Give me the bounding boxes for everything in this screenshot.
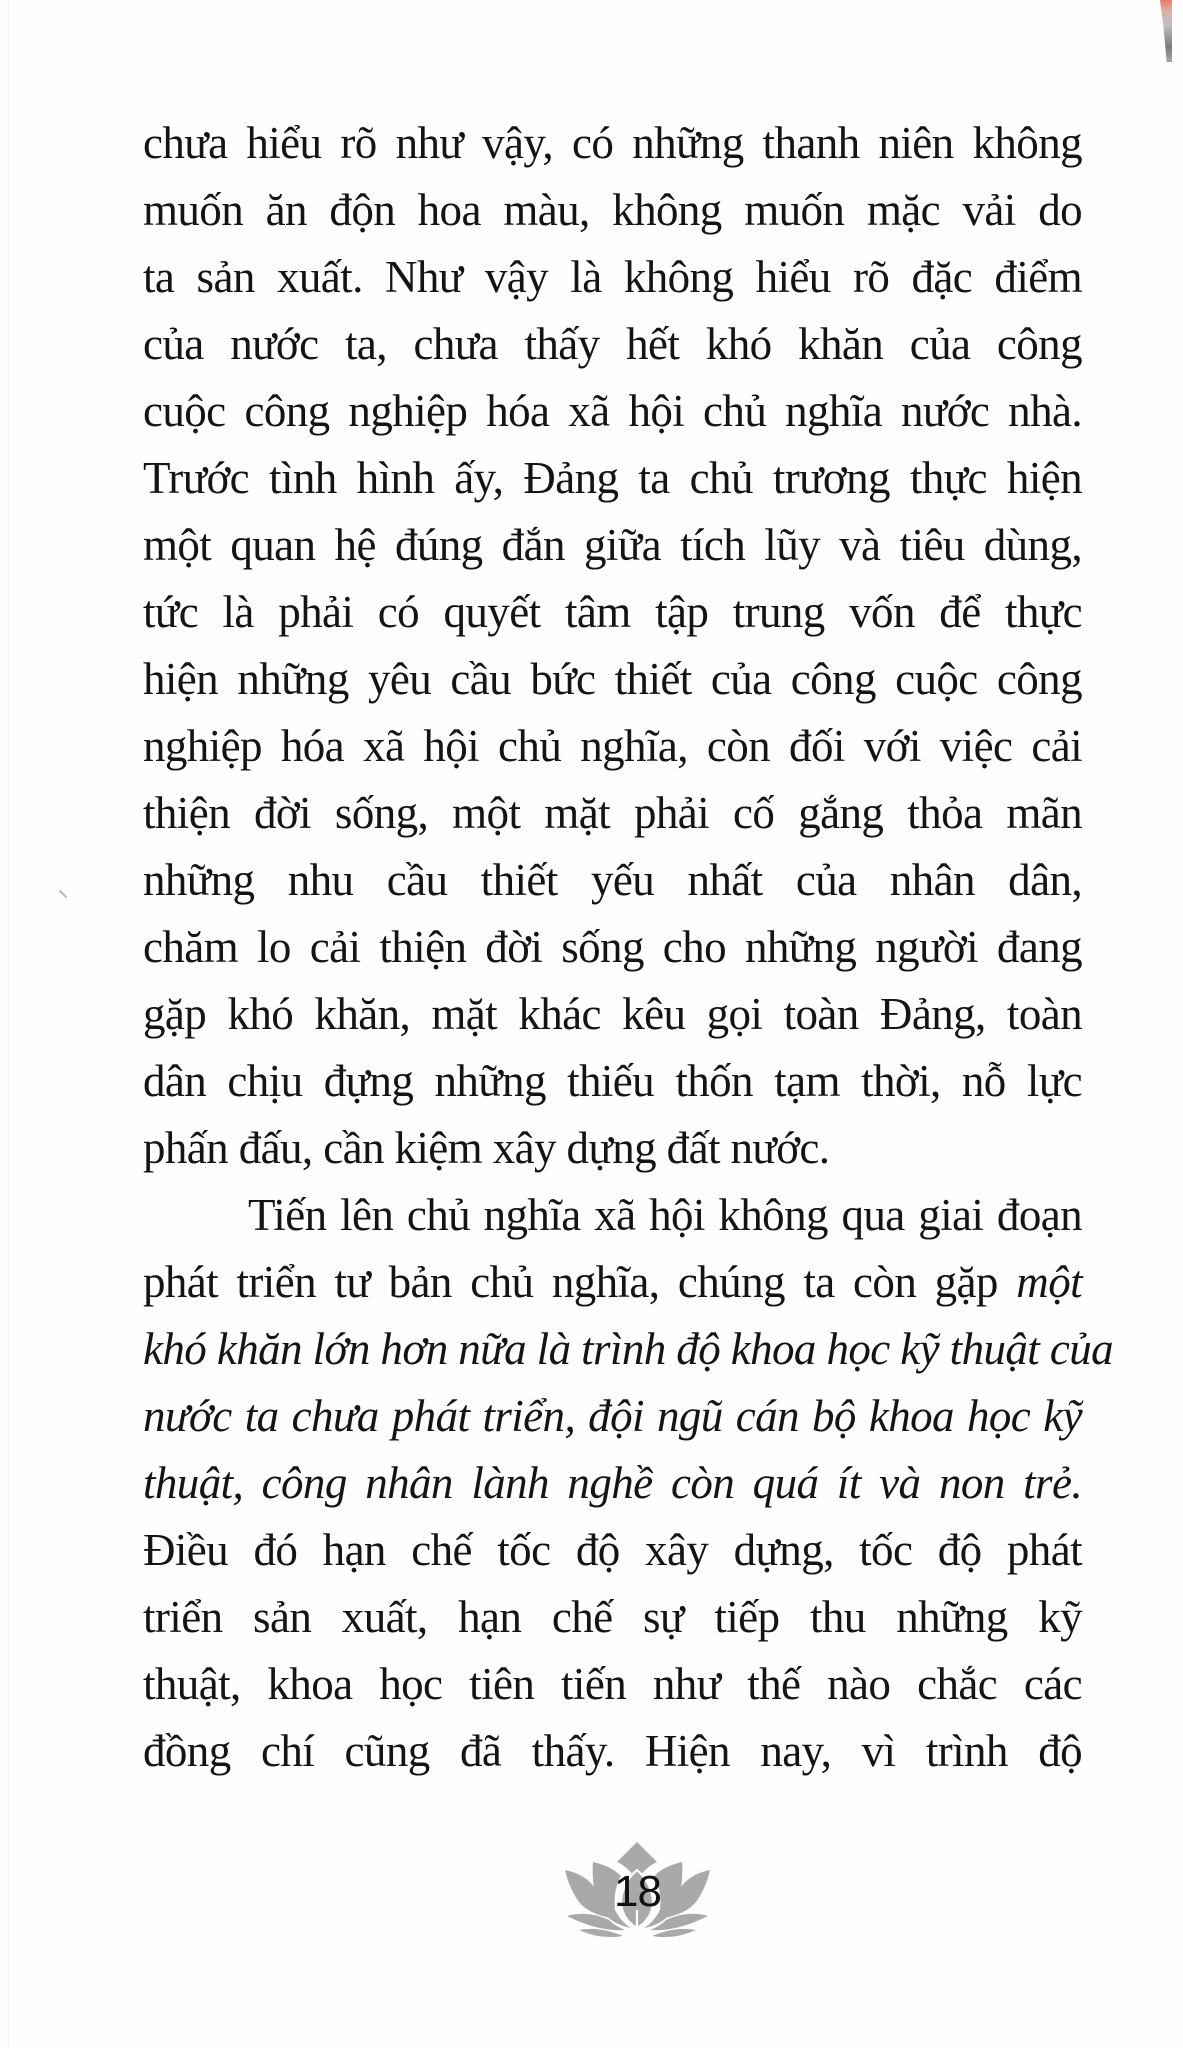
text-segment: phát triển tư bản chủ nghĩa, chúng ta còn gặp	[143, 1257, 998, 1307]
text-line: hiện những yêu cầu bức thiết của công cuộc công	[143, 654, 1082, 704]
text-line: của nước ta, chưa thấy hết khó khăn của công	[143, 319, 1082, 369]
scan-edge-line	[8, 0, 9, 2048]
book-spine-edge	[1160, 0, 1172, 62]
text-line: Trước tình hình ấy, Đảng ta chủ trương thực hiện	[143, 453, 1082, 503]
text-line: muốn ăn độn hoa màu, không muốn mặc vải do	[143, 185, 1082, 235]
italic-text-line: nước ta chưa phát triển, đội ngũ cán bộ khoa học kỹ	[143, 1391, 1082, 1441]
text-line: triển sản xuất, hạn chế sự tiếp thu những kỹ	[143, 1592, 1082, 1642]
page-number: 18	[614, 1867, 661, 1916]
text-line: những nhu cầu thiết yếu nhất của nhân dân,	[143, 855, 1082, 905]
text-line: thiện đời sống, một mặt phải cố gắng thỏa mãn	[143, 788, 1082, 838]
text-line: nghiệp hóa xã hội chủ nghĩa, còn đối với việc cải	[143, 721, 1082, 771]
text-line: một quan hệ đúng đắn giữa tích lũy và tiêu dùng,	[143, 520, 1082, 570]
scan-speck	[59, 890, 67, 898]
text-line: gặp khó khăn, mặt khác kêu gọi toàn Đảng, toàn	[143, 989, 1082, 1039]
text-line: chưa hiểu rõ như vậy, có những thanh niên không	[143, 118, 1082, 168]
text-line: đồng chí cũng đã thấy. Hiện nay, vì trình độ	[143, 1726, 1082, 1776]
text-line: cuộc công nghiệp hóa xã hội chủ nghĩa nước nhà.	[143, 386, 1082, 436]
text-line: thuật, khoa học tiên tiến như thế nào chắc các	[143, 1659, 1082, 1709]
text-line	[143, 1249, 1082, 1316]
text-line: Điều đó hạn chế tốc độ xây dựng, tốc độ phát	[143, 1525, 1082, 1575]
text-line: tức là phải có quyết tâm tập trung vốn để thực	[143, 587, 1082, 637]
body-text	[143, 110, 1114, 1785]
italic-text-line: khó khăn lớn hơn nữa là trình độ khoa học kỹ thuật của	[143, 1324, 1114, 1374]
paragraph-first-line: Tiến lên chủ nghĩa xã hội không qua giai đoạn	[248, 1190, 1082, 1240]
page-number-ornament	[565, 1840, 710, 1942]
text-line: ta sản xuất. Như vậy là không hiểu rõ đặc điểm	[143, 252, 1082, 302]
text-line: phấn đấu, cần kiệm xây dựng đất nước.	[143, 1123, 830, 1173]
text-line: chăm lo cải thiện đời sống cho những người đang	[143, 922, 1082, 972]
italic-text-line: thuật, công nhân lành nghề còn quá ít và non trẻ.	[143, 1458, 1082, 1508]
italic-segment: một	[1016, 1257, 1082, 1307]
text-line: dân chịu đựng những thiếu thốn tạm thời, nỗ lực	[143, 1056, 1082, 1106]
